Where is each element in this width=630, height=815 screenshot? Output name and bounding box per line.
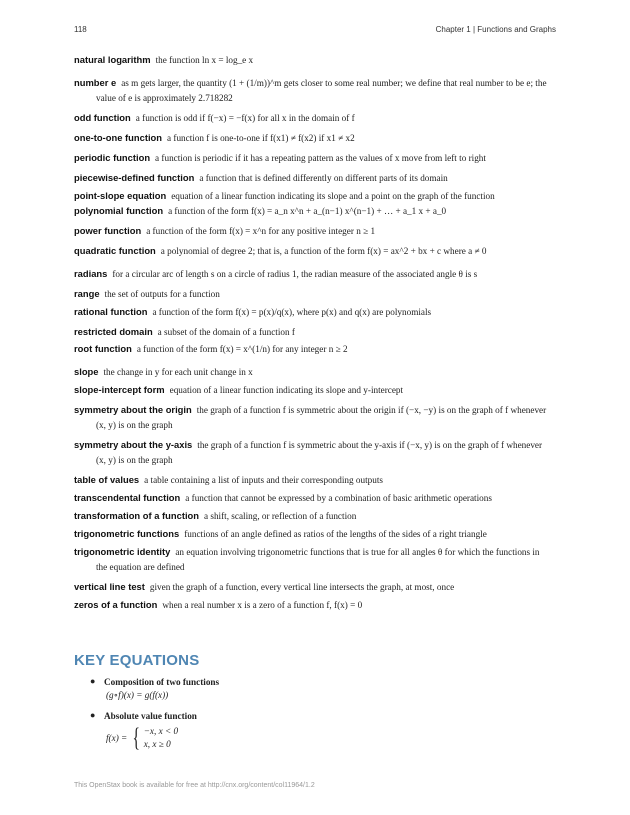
- glossary-term: natural logarithm: [74, 54, 151, 65]
- glossary-entry: [74, 402, 552, 433]
- glossary-term: range: [74, 288, 100, 299]
- glossary-term: point-slope equation: [74, 190, 167, 201]
- glossary-term: quadratic function: [74, 245, 156, 256]
- glossary-definition: a subset of the domain of a function f: [157, 327, 295, 337]
- glossary-entry: [74, 490, 552, 506]
- glossary-term: radians: [74, 268, 108, 279]
- glossary-definition: the function ln x = log_e x: [155, 55, 254, 65]
- glossary-entry: [74, 170, 552, 186]
- glossary-entry: [74, 382, 552, 398]
- glossary-entry: [74, 110, 552, 126]
- piecewise-formula: f(x) = { −x, x < 0 x, x ≥ 0: [106, 723, 179, 752]
- glossary-definition: a function f is one-to-one if f(x1) ≠ f(x2) if x1 ≠ x2: [167, 133, 355, 143]
- glossary-definition: as m gets larger, the quantity (1 + (1/m))^m gets closer to some real number; we define that real number to be e; the value of e is approximately 2.718282: [96, 78, 547, 103]
- glossary-entry: [74, 130, 552, 146]
- glossary-definition: a function is odd if f(−x) = −f(x) for all x in the domain of f: [135, 113, 355, 123]
- glossary-definition: the graph of a function f is symmetric about the origin if (−x, −y) is on the graph of f whenever (x, y) is on the graph: [96, 405, 547, 430]
- glossary-term: restricted domain: [74, 326, 153, 337]
- bullet-icon: ●: [90, 710, 96, 720]
- glossary-definition: the graph of a function f is symmetric about the y-axis if (−x, y) is on the graph of f whenever (x, y) is on the graph: [96, 440, 543, 465]
- glossary-entry: [74, 579, 552, 595]
- glossary-definition: an equation involving trigonometric functions that is true for all angles θ for which the functions in the equation are defined: [96, 547, 540, 572]
- glossary-entry: [74, 75, 552, 106]
- glossary-entry: [74, 526, 552, 542]
- key-equation-item: [90, 676, 540, 702]
- glossary-definition: a table containing a list of inputs and their corresponding outputs: [144, 475, 383, 485]
- equation-formula: (g∘f)(x) = g(f(x)): [106, 690, 169, 700]
- glossary-definition: the change in y for each unit change in x: [103, 367, 253, 377]
- glossary-term: vertical line test: [74, 581, 145, 592]
- glossary-definition: the set of outputs for a function: [104, 289, 220, 299]
- glossary-term: one-to-one function: [74, 132, 163, 143]
- glossary-definition: when a real number x is a zero of a function f, f(x) = 0: [162, 600, 363, 610]
- glossary-term: root function: [74, 343, 132, 354]
- glossary-definition: equation of a linear function indicating its slope and a point on the graph of the function: [171, 191, 495, 201]
- glossary-definition: a function of the form f(x) = x^(1/n) for any integer n ≥ 2: [136, 344, 348, 354]
- key-equations-list: [90, 676, 540, 759]
- glossary-term: symmetry about the origin: [74, 404, 192, 415]
- glossary-term: piecewise-defined function: [74, 172, 195, 183]
- glossary-term: symmetry about the y-axis: [74, 439, 193, 450]
- glossary-definition: a function of the form f(x) = x^n for any positive integer n ≥ 1: [146, 226, 376, 236]
- glossary-definition: a function that cannot be expressed by a combination of basic arithmetic operations: [185, 493, 492, 503]
- glossary-definition: a function that is defined differently on different parts of its domain: [199, 173, 448, 183]
- glossary-term: slope-intercept form: [74, 384, 165, 395]
- glossary-term: slope: [74, 366, 99, 377]
- glossary-entry: [74, 243, 552, 259]
- glossary-entry: [74, 324, 552, 340]
- glossary-entry: [74, 150, 552, 166]
- page-number: 118: [74, 25, 87, 34]
- glossary-entry: [74, 341, 552, 357]
- glossary-term: power function: [74, 225, 142, 236]
- chapter-title: Chapter 1 | Functions and Graphs: [435, 25, 556, 34]
- glossary-definition: a polynomial of degree 2; that is, a function of the form f(x) = ax^2 + bx + c where a ≠ 0: [160, 246, 487, 256]
- glossary-entry: [74, 472, 552, 488]
- glossary-entry: [74, 597, 552, 613]
- glossary-entry: [74, 544, 552, 575]
- glossary-term: transformation of a function: [74, 510, 199, 521]
- glossary-definition: a function of the form f(x) = p(x)/q(x), where p(x) and q(x) are polynomials: [152, 307, 432, 317]
- glossary: [74, 55, 552, 617]
- glossary-term: zeros of a function: [74, 599, 158, 610]
- glossary-term: number e: [74, 77, 117, 88]
- glossary-entry: [74, 286, 552, 302]
- glossary-term: rational function: [74, 306, 148, 317]
- glossary-definition: a function is periodic if it has a repeating pattern as the values of x move from left to right: [155, 153, 486, 163]
- glossary-entry: [74, 266, 552, 282]
- glossary-term: polynomial function: [74, 205, 164, 216]
- glossary-entry: [74, 52, 552, 68]
- equation-case: x, x ≥ 0: [143, 739, 171, 749]
- glossary-term: trigonometric functions: [74, 528, 180, 539]
- glossary-term: trigonometric identity: [74, 546, 171, 557]
- glossary-term: transcendental function: [74, 492, 181, 503]
- glossary-entry: [74, 223, 552, 239]
- key-equations-title: KEY EQUATIONS: [74, 652, 200, 669]
- glossary-definition: equation of a linear function indicating its slope and y-intercept: [169, 385, 404, 395]
- footer-text: This OpenStax book is available for free at http://cnx.org/content/col11964/1.2: [74, 782, 315, 789]
- glossary-entry: [74, 304, 552, 320]
- glossary-definition: a shift, scaling, or reflection of a function: [204, 511, 357, 521]
- glossary-definition: functions of an angle defined as ratios of the lengths of the sides of a right triangle: [184, 529, 487, 539]
- glossary-definition: given the graph of a function, every vertical line intersects the graph, at most, once: [149, 582, 455, 592]
- glossary-term: table of values: [74, 474, 140, 485]
- glossary-entry: [74, 188, 552, 204]
- glossary-definition: for a circular arc of length s on a circle of radius 1, the radian measure of the associated angle θ is s: [112, 269, 478, 279]
- equation-case: −x, x < 0: [143, 726, 179, 736]
- equation-cases: [144, 725, 178, 751]
- glossary-entry: [74, 437, 552, 468]
- equation-name: Absolute value function: [104, 711, 197, 721]
- glossary-entry: [74, 364, 552, 380]
- glossary-entry: [74, 203, 552, 219]
- glossary-term: periodic function: [74, 152, 151, 163]
- key-equation-item: [90, 710, 540, 751]
- equation-name: Composition of two functions: [104, 677, 220, 687]
- bullet-icon: ●: [90, 676, 96, 686]
- glossary-entry: [74, 508, 552, 524]
- left-brace-icon: {: [132, 723, 141, 752]
- glossary-term: odd function: [74, 112, 131, 123]
- glossary-definition: a function of the form f(x) = a_n x^n + a_(n−1) x^(n−1) + … + a_1 x + a_0: [168, 206, 447, 216]
